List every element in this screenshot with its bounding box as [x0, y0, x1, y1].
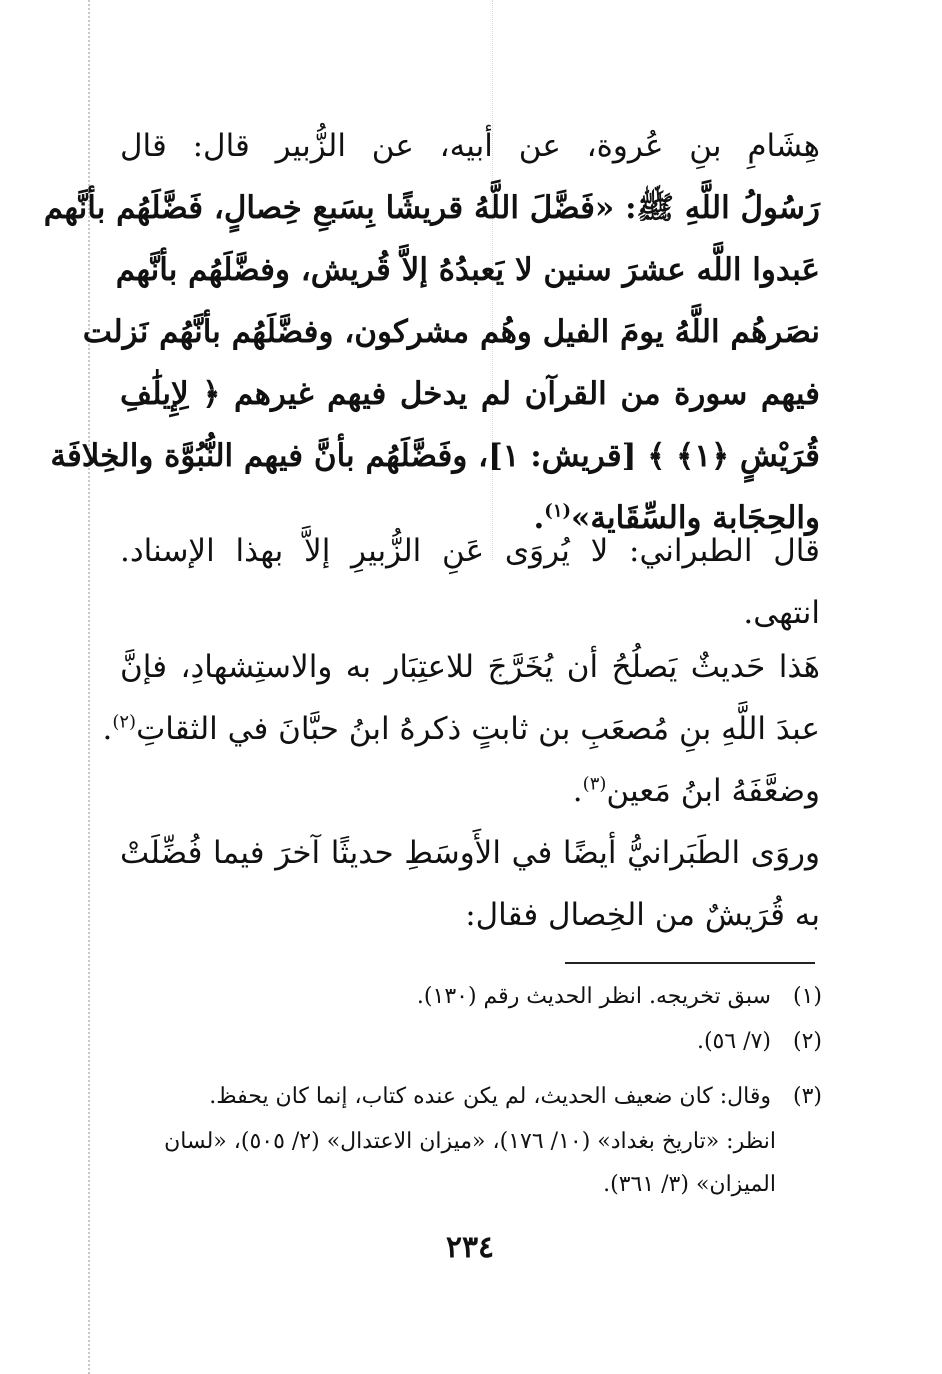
- text-line: هِشَامِ بنِ عُروة، عن أبيه، عن الزُّبير قال: قال: [120, 128, 820, 164]
- footnote-number: (٣): [792, 1084, 822, 1109]
- footnote-number: (٢): [792, 1029, 822, 1054]
- text-line: فيهم سورة من القرآن لم يدخل فيهم غيرهم ﴿ لِإِيلَٰفِ: [120, 376, 820, 412]
- text-line-end: .: [533, 500, 545, 536]
- text-line: وروَى الطَبَرانيُّ أيضًا في الأَوسَطِ حديثًا آخرَ فيما فُضِّلَتْ: [120, 835, 820, 871]
- footnote-text: سبق تخريجه. انظر الحديث رقم (١٣٠).: [416, 984, 771, 1009]
- page-number: ٢٣٤: [445, 1230, 495, 1265]
- text-line-main: وضعَّفَهُ ابنُ مَعين: [606, 773, 820, 809]
- footnote-3-line: الميزان» (٣/ ٣٦١).: [603, 1172, 776, 1197]
- footnote-text: وقال: كان ضعيف الحديث، لم يكن عنده كتاب، إنما كان يحفظ.: [209, 1084, 771, 1109]
- footnote-3-line: انظر: «تاريخ بغداد» (١٠/ ١٧٦)، «ميزان الاعتدال» (٢/ ٥٠٥)، «لسان: [164, 1129, 776, 1154]
- footnote-text: (٧/ ٥٦).: [696, 1029, 771, 1054]
- text-line-main: عبدَ اللَّهِ بنِ مُصعَبِ بن ثابتٍ ذكرهُ ابنُ حبَّانَ في الثقاتِ: [136, 711, 820, 747]
- text-line: نصَرهُم اللَّهُ يومَ الفيل وهُم مشركون، وفضَّلَهُم بأنَّهُم نَزلت: [82, 314, 820, 350]
- text-line: به قُرَيشٌ من الخِصال فقال:: [465, 897, 820, 933]
- text-line: قال الطبراني: لا يُروَى عَنِ الزُّبيرِ إلاَّ بهذا الإسناد.: [120, 533, 820, 569]
- text-line: عَبدوا اللَّه عشرَ سنين لا يَعبدُهُ إلاَّ قُريش، وفضَّلَهُم بأنَّهم: [115, 252, 820, 288]
- footnote-3: [110, 1075, 822, 1119]
- footnote-number: (١): [792, 984, 822, 1009]
- text-line-end: .: [572, 773, 583, 809]
- footnote-1: [110, 975, 822, 1019]
- text-line-end: .: [102, 711, 113, 747]
- paragraph-tabarani-note: [120, 520, 820, 644]
- text-line: رَسُولُ اللَّهِ ﷺ: «فَضَّلَ اللَّهُ قريشًا بِسَبعِ خِصالٍ، فَضَّلَهُم بأنَّهم: [43, 190, 820, 226]
- text-line-main: والحِجَابة والسِّقَاية»: [571, 500, 820, 536]
- text-line: [102, 698, 820, 760]
- text-line: انتهى.: [743, 595, 820, 631]
- text-line: قُرَيْشٍ ﴿١﴾ ﴾ [قريش: ١]، وفَضَّلَهُم بأنَّ فيهم النُّبُوَّة والخِلافَة: [50, 438, 820, 474]
- footnote-ref: (١): [544, 500, 572, 522]
- text-line: هَذا حَديثٌ يَصلُحُ أن يُخَرَّجَ للاعتِبَار به والاستِشهادِ، فإنَّ: [120, 649, 820, 685]
- footnote-2: [110, 1020, 822, 1064]
- paragraph-grading: [102, 636, 820, 822]
- text-line: [120, 760, 820, 822]
- footnote-ref: (٣): [582, 773, 607, 795]
- footnote-ref: (٢): [112, 711, 137, 733]
- paragraph-hadith: [43, 115, 820, 549]
- paragraph-awsat: [120, 822, 820, 946]
- footnote-divider: [565, 962, 815, 964]
